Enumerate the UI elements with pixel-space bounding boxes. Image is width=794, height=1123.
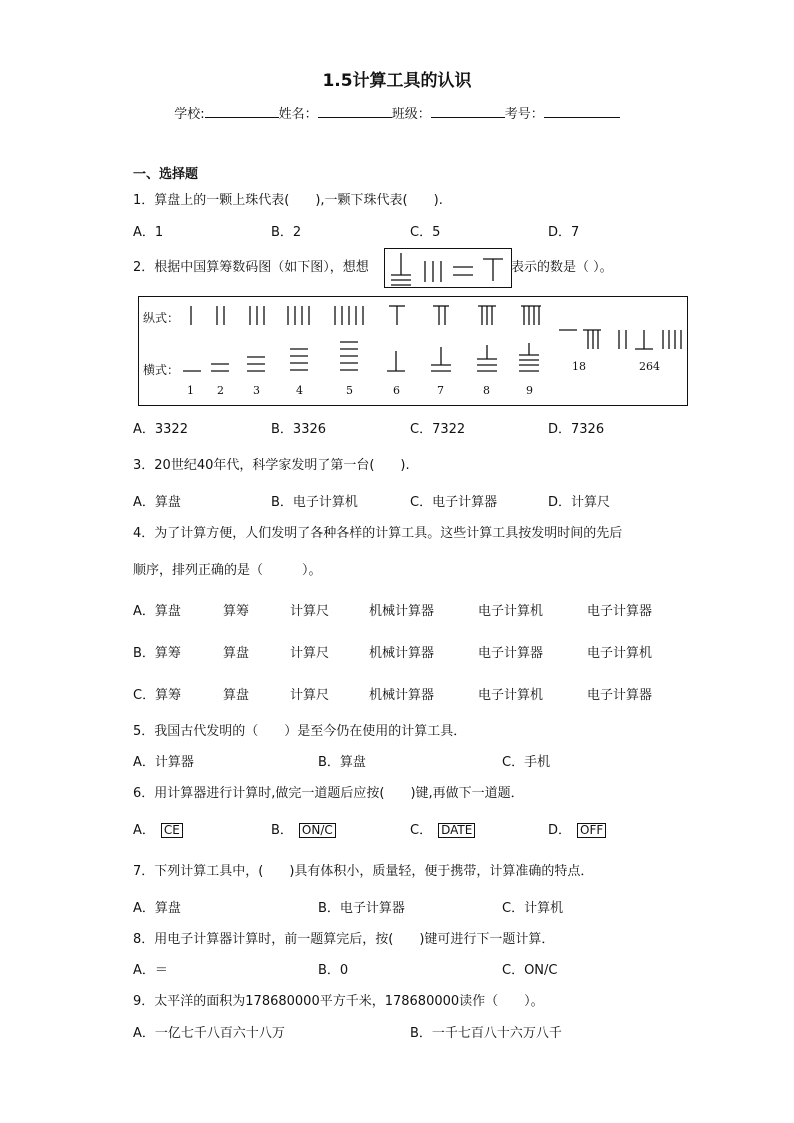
q5-option-b[interactable]: B．算盘 <box>318 755 366 770</box>
horizontal-form-label: 横式： <box>143 363 180 377</box>
exam-blank[interactable] <box>544 104 620 118</box>
rod-example-18: 18 <box>572 360 586 373</box>
exam-label: 考号： <box>504 107 544 122</box>
q5-option-a[interactable]: A．计算器 <box>133 755 194 770</box>
rod-number-5: 5 <box>346 384 353 397</box>
q8-option-a[interactable]: A．＝ <box>133 963 168 978</box>
rod-number-2: 2 <box>217 384 224 397</box>
rod-number-7: 7 <box>437 384 444 397</box>
class-label: 班级： <box>391 107 431 122</box>
q5-option-c[interactable]: C．手机 <box>502 755 551 770</box>
q4-option-a-item-6: 电子计算器 <box>587 604 653 619</box>
page-title: 1.5计算工具的认识 <box>322 71 472 91</box>
rod-number-8: 8 <box>483 384 490 397</box>
question-7-text: 7．下列计算工具中，( )具有体积小，质量轻，便于携带，计算准确的特点． <box>133 864 594 879</box>
q6-b-prefix: B． <box>271 823 293 838</box>
name-blank[interactable] <box>318 104 392 118</box>
section-heading: 一、选择题 <box>133 167 199 182</box>
q6-d-prefix: D． <box>548 823 572 838</box>
q9-option-a[interactable]: A．一亿七千八百六十八万 <box>133 1026 285 1041</box>
question-3-text: 3．20世纪40年代，科学家发明了第一台( ). <box>133 458 410 473</box>
question-9-text: 9．太平洋的面积为178680000平方千米，178680000读作（ ）。 <box>133 994 544 1009</box>
off-key-icon: OFF <box>577 823 606 838</box>
q6-option-a[interactable] <box>133 823 183 839</box>
q2-option-c[interactable]: C．7322 <box>410 422 466 437</box>
q4-option-b-item-1[interactable]: B．算筹 <box>133 646 181 661</box>
counting-rod-chart <box>138 296 688 406</box>
rod-number-3: 3 <box>253 384 260 397</box>
question-5-text: 5．我国古代发明的（ ）是至今仍在使用的计算工具． <box>133 724 467 739</box>
school-blank[interactable] <box>205 104 279 118</box>
q1-option-a[interactable]: A．1 <box>133 225 164 240</box>
counting-rod-number-figure <box>385 249 511 287</box>
q6-option-d[interactable] <box>548 823 606 839</box>
q4-option-b-item-4: 机械计算器 <box>369 646 435 661</box>
q4-option-a-item-4: 机械计算器 <box>369 604 435 619</box>
question-4-text-line1: 4．为了计算方便，人们发明了各种各样的计算工具。这些计算工具按发明时间的先后 <box>133 526 623 541</box>
school-label: 学校: <box>174 107 205 122</box>
rod-number-4: 4 <box>296 384 303 397</box>
counting-rod-number-box <box>384 248 512 288</box>
onc-key-icon: ON/C <box>299 823 336 838</box>
q6-option-b[interactable] <box>271 823 336 839</box>
rod-number-6: 6 <box>393 384 400 397</box>
q4-option-c-item-5: 电子计算机 <box>478 688 544 703</box>
q4-option-a-item-2: 算筹 <box>223 604 250 619</box>
vertical-form-label: 纵式： <box>143 311 180 325</box>
q8-option-b[interactable]: B．0 <box>318 963 349 978</box>
q3-option-d[interactable]: D．计算尺 <box>548 495 611 510</box>
q7-option-c[interactable]: C．计算机 <box>502 901 564 916</box>
question-2-text-before: 2．根据中国算筹数码图（如下图），想想 <box>133 260 369 275</box>
question-1-text: 1．算盘上的一颗上珠代表( ),一颗下珠代表( ). <box>133 193 443 208</box>
rod-number-1: 1 <box>187 384 194 397</box>
q4-option-c-item-1[interactable]: C．算筹 <box>133 688 182 703</box>
q2-option-b[interactable]: B．3326 <box>271 422 327 437</box>
question-4-text-line2: 顺序，排列正确的是（ ）。 <box>133 563 322 578</box>
q3-option-a[interactable]: A．算盘 <box>133 495 181 510</box>
class-blank[interactable] <box>431 104 505 118</box>
q4-option-b-item-5: 电子计算器 <box>478 646 544 661</box>
q4-option-a-item-1[interactable]: A．算盘 <box>133 604 181 619</box>
q4-option-c-item-2: 算盘 <box>223 688 250 703</box>
q8-option-c[interactable]: C．ON/C <box>502 963 558 978</box>
ce-key-icon: CE <box>161 823 183 838</box>
q6-c-prefix: C． <box>410 823 433 838</box>
q7-option-b[interactable]: B．电子计算器 <box>318 901 405 916</box>
q1-option-c[interactable]: C．5 <box>410 225 441 240</box>
question-2-text-after: 表示的数是（ ）。 <box>511 260 613 275</box>
q3-option-c[interactable]: C．电子计算器 <box>410 495 498 510</box>
q9-option-b[interactable]: B．一千七百八十六万八千 <box>410 1026 562 1041</box>
q6-option-c[interactable] <box>410 823 475 839</box>
question-6-text: 6．用计算器进行计算时,做完一道题后应按( )键,再做下一道题． <box>133 786 524 801</box>
q4-option-b-item-3: 计算尺 <box>290 646 330 661</box>
name-label: 姓名： <box>278 107 318 122</box>
q4-option-b-item-6: 电子计算机 <box>587 646 653 661</box>
question-8-text: 8．用电子计算器计算时，前一题算完后，按( )键可进行下一题计算． <box>133 932 555 947</box>
q4-option-c-item-6: 电子计算器 <box>587 688 653 703</box>
q2-option-a[interactable]: A．3322 <box>133 422 188 437</box>
q4-option-a-item-3: 计算尺 <box>290 604 330 619</box>
q2-option-d[interactable]: D．7326 <box>548 422 605 437</box>
student-info-line <box>0 104 794 123</box>
date-key-icon: DATE <box>438 823 475 838</box>
rod-number-9: 9 <box>526 384 533 397</box>
q1-option-d[interactable]: D．7 <box>548 225 580 240</box>
q1-option-b[interactable]: B．2 <box>271 225 302 240</box>
rod-example-264: 264 <box>639 360 660 373</box>
q3-option-b[interactable]: B．电子计算机 <box>271 495 358 510</box>
q4-option-c-item-3: 计算尺 <box>290 688 330 703</box>
q4-option-a-item-5: 电子计算机 <box>478 604 544 619</box>
q6-a-prefix: A． <box>133 823 155 838</box>
q7-option-a[interactable]: A．算盘 <box>133 901 181 916</box>
q4-option-c-item-4: 机械计算器 <box>369 688 435 703</box>
q4-option-b-item-2: 算盘 <box>223 646 250 661</box>
